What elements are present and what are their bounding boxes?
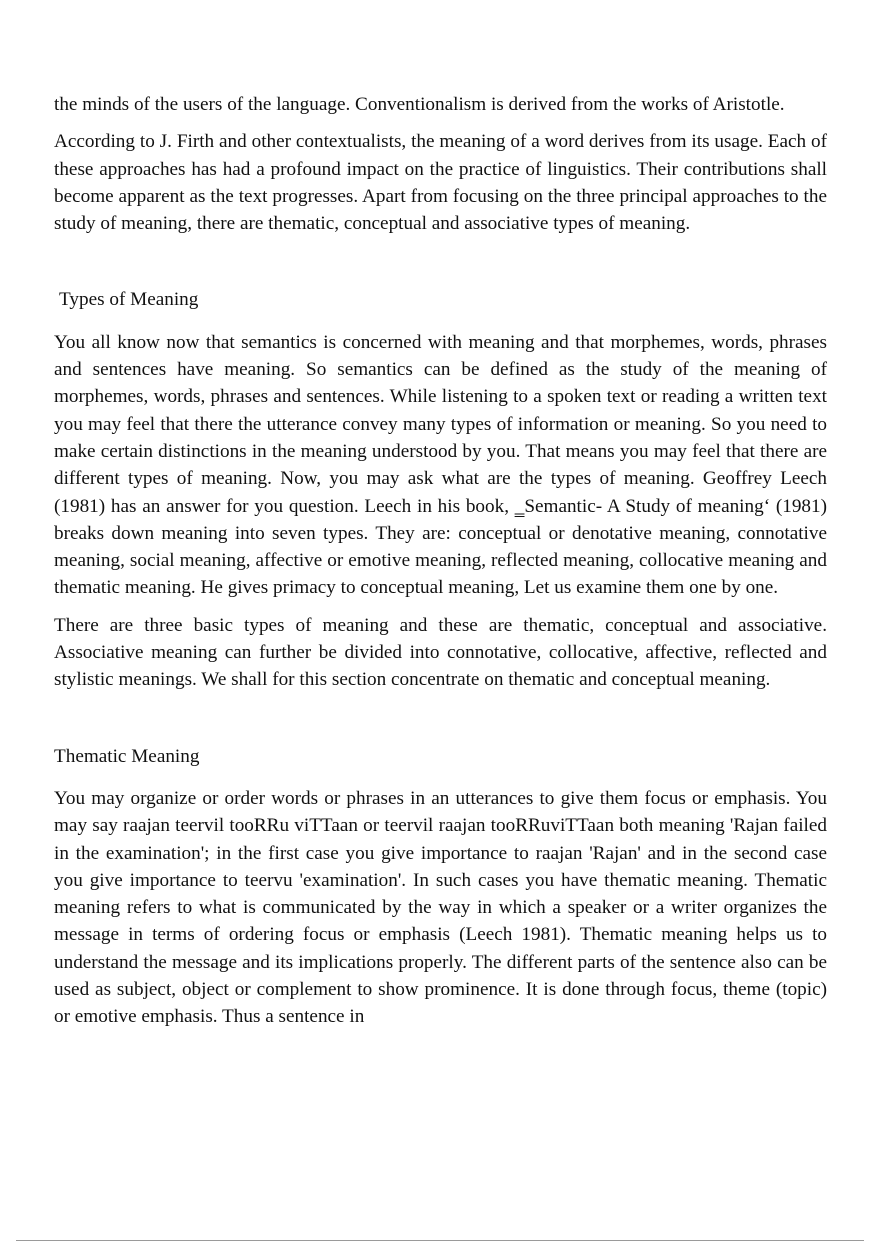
heading-thematic-meaning: Thematic Meaning <box>54 745 200 767</box>
paragraph-conventionalism: the minds of the users of the language. Conventionalism is derived from the works of Aristotle. <box>54 94 785 115</box>
paragraph-semantics-types: You all know now that semantics is concerned with meaning and that morphemes, words, phrases and sentences have meaning. So semantics can be defined as the study of the meaning of morphemes, words, phrases and sentences. While listening to a spoken text or reading a written text you may feel that there the utterance convey many types of information or meaning. So you need to make certain distinctions in the meaning understood by you. That means you may feel that there are different types of meaning. Now, you may ask what are the types of meaning. Geoffrey Leech (1981) has an answer for you question. Leech in his book, ‗Semantic- A Study of meaning‘ (1981) breaks down meaning into seven types. They are: conceptual or denotative meaning, connotative meaning, social meaning, affective or emotive meaning, reflected meaning, collocative meaning and thematic meaning. He gives primacy to conceptual meaning, Let us examine them one by one. <box>54 331 827 599</box>
paragraph-contextualists: According to J. Firth and other contextualists, the meaning of a word derives from its usage. Each of these approaches has had a profound impact on the practice of linguistics. Their contributions shall become apparent as the text progresses. Apart from focusing on the three principal approaches to the study of meaning, there are thematic, conceptual and associative types of meaning. <box>54 131 827 235</box>
paragraph-three-basic-types: There are three basic types of meaning and these are thematic, conceptual and associative. Associative meaning can further be divided into connotative, collocative, affective, reflected and stylistic meanings. We shall for this section concentrate on thematic and conceptual meaning. <box>54 614 827 691</box>
footer-divider <box>16 1240 864 1241</box>
document-page <box>54 91 827 1041</box>
paragraph-thematic-meaning: You may organize or order words or phrases in an utterances to give them focus or emphasis. You may say raajan teervil tooRRu viTTaan or teervil raajan tooRRuviTTaan both meaning 'Rajan failed in the examination'; in the first case you give importance to raajan 'Rajan' and in the second case you give importance to teervu 'examination'. In such cases you have thematic meaning. Thematic meaning refers to what is communicated by the way in which a speaker or a writer organizes the message in terms of ordering focus or emphasis (Leech 1981). Thematic meaning helps us to understand the message and its implications properly. The different parts of the sentence also can be used as subject, object or complement to show prominence. It is done through focus, theme (topic) or emotive emphasis. Thus a sentence in <box>54 787 827 1028</box>
heading-types-of-meaning: Types of Meaning <box>59 289 199 311</box>
